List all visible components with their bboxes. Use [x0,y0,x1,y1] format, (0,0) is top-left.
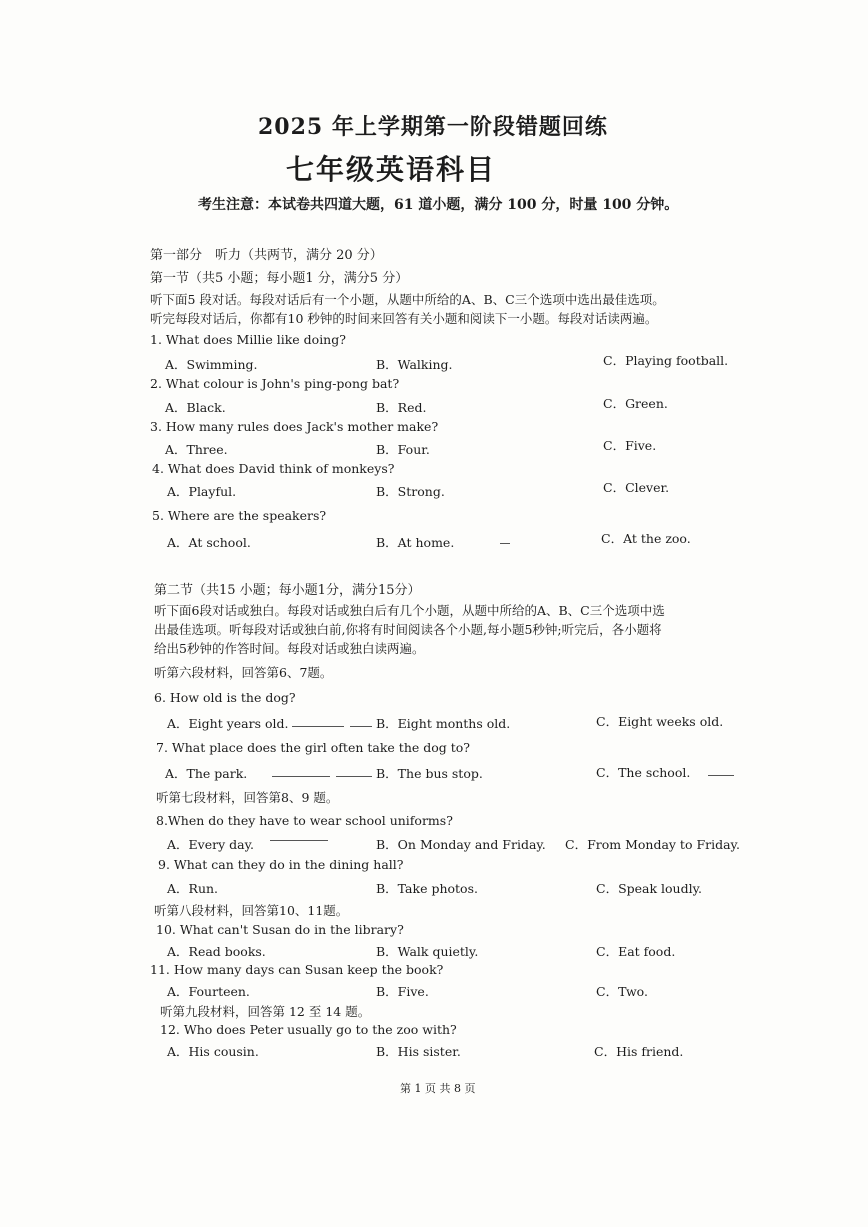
q3-option-c: C．Five. [603,438,657,453]
subject-title: 七年级英语科目 [286,153,497,186]
q12-option-a: A．His cousin. [167,1044,259,1059]
q8-option-a: A．Every day. [167,837,254,852]
question-3: 3. How many rules does Jack's mother make? [150,419,439,434]
exam-notice: 考生注意：本试卷共四道大题，61 道小题，满分 100 分，时量 100 分钟。 [198,197,679,213]
q6-option-b: B．Eight months old. [376,716,511,731]
q6-option-c: C．Eight weeks old. [596,714,724,729]
scan-mark [270,840,328,841]
q2-option-c: C．Green. [603,396,668,411]
q5-option-a: A．At school. [167,535,251,550]
part1-title: 第一部分 听力（共两节，满分 20 分） [150,248,383,263]
scan-mark [292,726,344,727]
question-8: 8.When do they have to wear school uniforms? [156,813,453,828]
scan-mark [500,543,510,544]
question-2: 2. What colour is John's ping-pong bat? [150,376,400,391]
q9-option-a: A．Run. [167,881,219,896]
q11-option-c: C．Two. [596,984,648,999]
page-number: 第 1 页 共 8 页 [400,1082,476,1095]
q6-option-a: A．Eight years old. [167,716,289,731]
scan-mark [272,776,330,777]
q2-option-a: A．Black. [165,400,226,415]
material-8-heading: 听第八段材料，回答第10、11题。 [154,903,349,918]
scan-mark [350,726,372,727]
q4-option-a: A．Playful. [167,484,237,499]
q9-option-c: C．Speak loudly. [596,881,702,896]
q10-option-b: B．Walk quietly. [376,944,479,959]
section1-title: 第一节（共5 小题；每小题1 分，满分5 分） [150,271,409,286]
section2-instruction-2: 出最佳选项。听每段对话或独白前,你将有时间阅读各个小题,每小题5秒钟;听完后，各小题将 [154,622,662,637]
q11-option-a: A．Fourteen. [167,984,250,999]
q1-option-b: B．Walking. [376,357,453,372]
exam-title: 2025 年上学期第一阶段错题回练 [258,114,608,140]
question-7: 7. What place does the girl often take the dog to? [156,740,470,755]
material-6-heading: 听第六段材料，回答第6、7题。 [154,665,333,680]
q5-option-c: C．At the zoo. [601,531,691,546]
q11-option-b: B．Five. [376,984,429,999]
scan-mark [336,776,372,777]
question-4: 4. What does David think of monkeys? [152,461,395,476]
question-12: 12. Who does Peter usually go to the zoo with? [160,1022,457,1037]
question-5: 5. Where are the speakers? [152,508,327,523]
question-6: 6. How old is the dog? [154,690,296,705]
q5-option-b: B．At home. [376,535,455,550]
question-1: 1. What does Millie like doing? [150,332,346,347]
scan-mark [708,775,734,776]
q12-option-b: B．His sister. [376,1044,461,1059]
q10-option-a: A．Read books. [167,944,266,959]
q7-option-b: B．The bus stop. [376,766,483,781]
material-7-heading: 听第七段材料，回答第8、9 题。 [156,790,339,805]
section2-title: 第二节（共15 小题；每小题1分，满分15分） [154,583,421,598]
q7-option-a: A．The park. [165,766,248,781]
material-9-heading: 听第九段材料，回答第 12 至 14 题。 [160,1004,371,1019]
q3-option-a: A．Three. [165,442,228,457]
q12-option-c: C．His friend. [594,1044,684,1059]
section2-instruction-3: 给出5秒钟的作答时间。每段对话或独白读两遍。 [154,641,425,656]
section1-instruction-1: 听下面5 段对话。每段对话后有一个小题，从题中所给的A、B、C三个选项中选出最佳选项。 [150,292,665,307]
q9-option-b: B．Take photos. [376,881,478,896]
q10-option-c: C．Eat food. [596,944,676,959]
q4-option-c: C．Clever. [603,480,670,495]
q2-option-b: B．Red. [376,400,427,415]
question-11: 11. How many days can Susan keep the book? [150,962,444,977]
q1-option-c: C．Playing football. [603,353,729,368]
q4-option-b: B．Strong. [376,484,445,499]
section2-instruction-1: 听下面6段对话或独白。每段对话或独白后有几个小题，从题中所给的A、B、C三个选项中选 [154,603,665,618]
q3-option-b: B．Four. [376,442,430,457]
q1-option-a: A．Swimming. [165,357,258,372]
q8-option-b: B．On Monday and Friday. [376,837,546,852]
section1-instruction-2: 听完每段对话后，你都有10 秒钟的时间来回答有关小题和阅读下一小题。每段对话读两遍。 [150,311,658,326]
q7-option-c: C．The school. [596,765,691,780]
question-10: 10. What can't Susan do in the library? [156,922,404,937]
question-9: 9. What can they do in the dining hall? [158,857,404,872]
q8-option-c: C．From Monday to Friday. [565,837,740,852]
